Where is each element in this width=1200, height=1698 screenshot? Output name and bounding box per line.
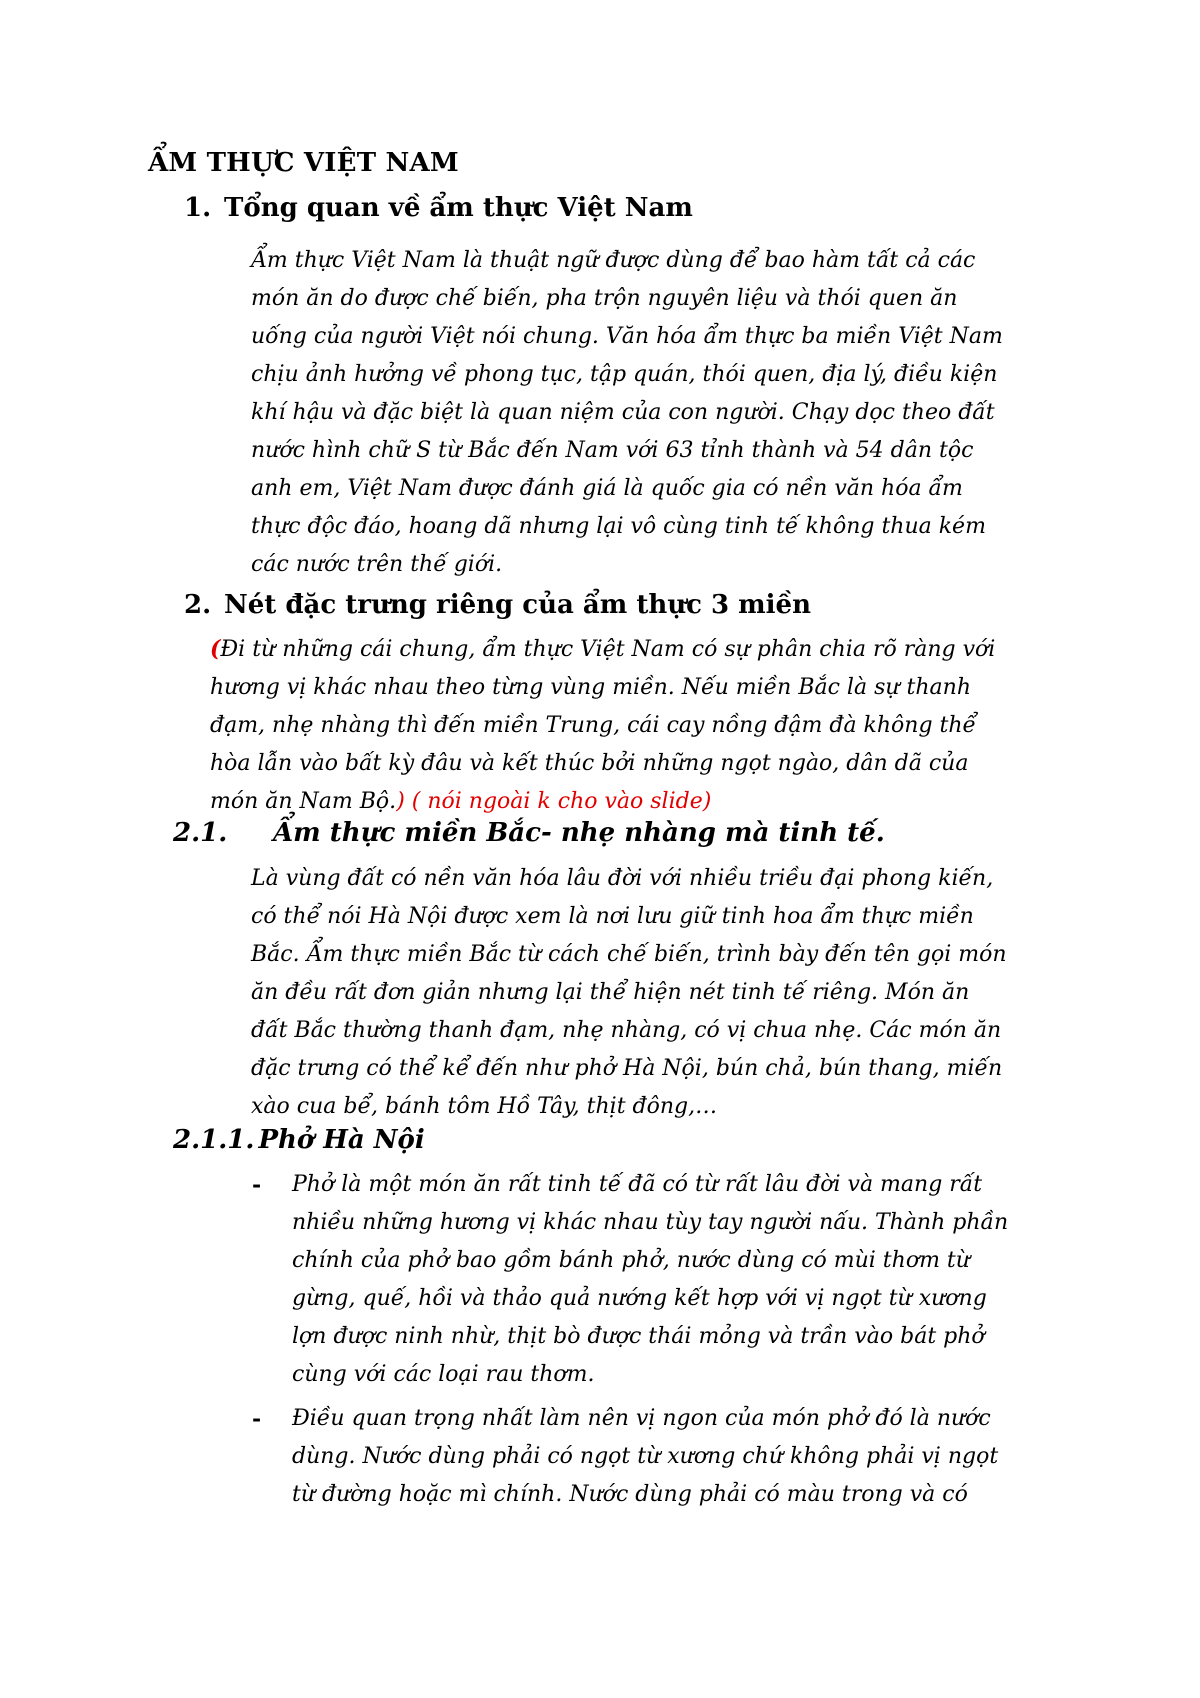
bullet-line: lợn được ninh nhừ, thịt bò được thái mỏng và trần vào bát phở <box>292 1324 985 1349</box>
section-2-1-number: 2.1. <box>173 818 228 848</box>
section-2-1-1-title: Phở Hà Nội <box>258 1125 425 1155</box>
paragraph-line: đất Bắc thường thanh đạm, nhẹ nhàng, có vị chua nhẹ. Các món ăn <box>251 1018 1002 1043</box>
paragraph-line: chịu ảnh hưởng về phong tục, tập quán, thói quen, địa lý, điều kiện <box>251 362 998 387</box>
list-item <box>252 1400 1112 1514</box>
list-item <box>252 1166 1112 1394</box>
paragraph-line: nước hình chữ S từ Bắc đến Nam với 63 tỉnh thành và 54 dân tộc <box>251 438 974 463</box>
paragraph-line: có thể nói Hà Nội được xem là nơi lưu giữ tinh hoa ẩm thực miền <box>251 904 974 929</box>
bullet-text <box>292 1166 1008 1394</box>
section-2-paragraph <box>210 630 1040 821</box>
paragraph-line: uống của người Việt nói chung. Văn hóa ẩm thực ba miền Việt Nam <box>251 324 1003 349</box>
paragraph-line <box>210 630 1040 669</box>
paragraph-line: món ăn do được chế biến, pha trộn nguyên liệu và thói quen ăn <box>251 286 958 311</box>
speaker-note: ) ( nói ngoài k cho vào slide) <box>396 789 712 814</box>
paragraph-line-text: món ăn Nam Bộ. <box>210 789 397 814</box>
bullet-text <box>292 1400 998 1514</box>
bullet-line: dùng. Nước dùng phải có ngọt từ xương chứ không phải vị ngọt <box>292 1444 999 1469</box>
bullet-line: Điều quan trọng nhất làm nên vị ngon của món phở đó là nước <box>292 1406 991 1431</box>
paragraph-line: đặc trưng có thể kể đến như phở Hà Nội, bún chả, bún thang, miến <box>251 1056 1003 1081</box>
section-1-paragraph <box>251 242 1081 584</box>
section-2-1-paragraph <box>251 860 1081 1126</box>
bullet-marker: - <box>252 1406 262 1432</box>
bullet-line: từ đường hoặc mì chính. Nước dùng phải có màu trong và có <box>292 1482 968 1507</box>
bullet-marker: - <box>252 1172 262 1198</box>
bullet-line: gừng, quế, hồi và thảo quả nướng kết hợp với vị ngọt từ xương <box>292 1286 987 1311</box>
paragraph-line: anh em, Việt Nam được đánh giá là quốc gia có nền văn hóa ẩm <box>251 476 963 501</box>
paragraph-line: hương vị khác nhau theo từng vùng miền. Nếu miền Bắc là sự thanh <box>210 675 971 700</box>
section-2-title: Nét đặc trưng riêng của ẩm thực 3 miền <box>224 590 811 620</box>
section-2-1-title: Ẩm thực miền Bắc- nhẹ nhàng mà tinh tế. <box>273 818 885 848</box>
section-2-1-1-number: 2.1.1. <box>173 1125 255 1155</box>
section-1-title: Tổng quan về ẩm thực Việt Nam <box>224 193 693 223</box>
paragraph-line: Là vùng đất có nền văn hóa lâu đời với nhiều triều đại phong kiến, <box>251 866 994 891</box>
paragraph-line: đạm, nhẹ nhàng thì đến miền Trung, cái cay nồng đậm đà không thể <box>210 713 977 738</box>
paragraph-line: khí hậu và đặc biệt là quan niệm của con người. Chạy dọc theo đất <box>251 400 995 425</box>
bullet-line: Phở là một món ăn rất tinh tế đã có từ rất lâu đời và mang rất <box>292 1172 983 1197</box>
paragraph-line <box>210 783 1040 821</box>
bullet-line: chính của phở bao gồm bánh phở, nước dùng có mùi thơm từ <box>292 1248 970 1273</box>
paragraph-line: Bắc. Ẩm thực miền Bắc từ cách chế biến, trình bày đến tên gọi món <box>251 942 1007 967</box>
section-2-1-heading <box>173 818 885 848</box>
paragraph-line: hòa lẫn vào bất kỳ đâu và kết thúc bởi những ngọt ngào, dân dã của <box>210 751 969 776</box>
bullet-line: cùng với các loại rau thơm. <box>292 1362 595 1387</box>
paragraph-line: xào cua bể, bánh tôm Hồ Tây, thịt đông,… <box>251 1094 718 1119</box>
document-title: ẨM THỰC VIỆT NAM <box>148 148 459 178</box>
section-1-number: 1. <box>184 193 212 223</box>
paragraph-line: các nước trên thế giới. <box>251 552 503 577</box>
section-2-number: 2. <box>184 590 212 620</box>
open-paren: ( <box>210 636 221 662</box>
section-2-heading <box>184 590 811 620</box>
section-1-heading <box>184 193 693 223</box>
bullet-line: nhiều những hương vị khác nhau tùy tay người nấu. Thành phần <box>292 1210 1009 1235</box>
paragraph-line-text: Đi từ những cái chung, ẩm thực Việt Nam có sự phân chia rõ ràng với <box>220 637 996 662</box>
section-2-1-1-heading <box>173 1125 425 1155</box>
paragraph-line: ăn đều rất đơn giản nhưng lại thể hiện nét tinh tế riêng. Món ăn <box>251 980 970 1005</box>
paragraph-line: thực độc đáo, hoang dã nhưng lại vô cùng tinh tế không thua kém <box>251 514 986 539</box>
paragraph-line: Ẩm thực Việt Nam là thuật ngữ được dùng để bao hàm tất cả các <box>251 248 976 273</box>
